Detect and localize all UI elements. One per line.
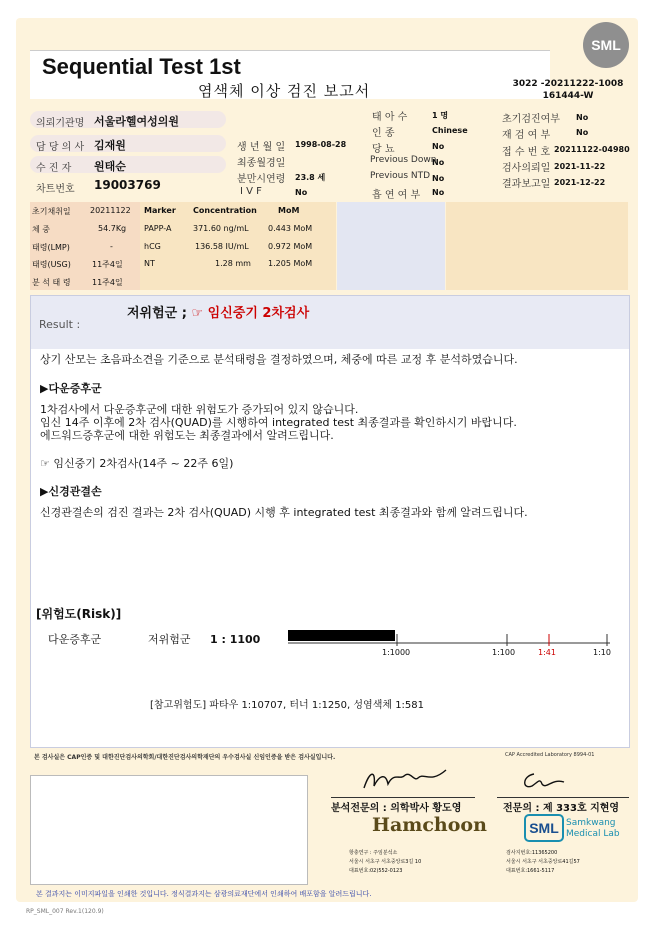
intro-text: 상기 산모는 초음파소견을 기준으로 분석태령을 결정하였으며, 체중에 따른 교정 후 분석하였습니다. bbox=[40, 353, 518, 366]
receiver-label: 수 진 자 bbox=[36, 163, 72, 174]
footer-notice: 본 결과지는 이미지파일을 인쇄한 것입니다. 정식결과지는 삼광의료재단에서 인쇄하여 배포함을 알려드립니다. bbox=[36, 890, 372, 898]
risk-bar bbox=[288, 630, 395, 641]
report-title-kr: 염색체 이상 검진 보고서 bbox=[198, 82, 371, 100]
left-value-4: 11주4일 bbox=[92, 278, 123, 287]
diabetes-value: No bbox=[432, 142, 445, 151]
fetus-label: 태 아 수 bbox=[372, 112, 408, 123]
table-blue-bg bbox=[337, 202, 445, 290]
prevntd-label: Previous NTD bbox=[370, 171, 431, 181]
samkwang-logo-text: Samkwang Medical Lab bbox=[566, 818, 620, 839]
risk-value: 1 : 1100 bbox=[210, 633, 261, 646]
header-mom: MoM bbox=[278, 206, 300, 215]
chart-label: 차트번호 bbox=[36, 184, 75, 195]
age-value: 23.8 세 bbox=[295, 173, 326, 182]
lmp-label: 최종월경일 bbox=[237, 158, 286, 169]
signature-right bbox=[518, 768, 568, 794]
race-label: 인 종 bbox=[372, 128, 395, 139]
result-next-step: ☞ 임신중기 2차검사 bbox=[191, 306, 310, 321]
chart-value: 19003769 bbox=[94, 178, 161, 192]
result-text bbox=[127, 302, 309, 321]
header-concentration: Concentration bbox=[193, 206, 257, 215]
report-code: 3022 -20211222-1008 161444-W bbox=[512, 79, 624, 101]
tick-label-100: 1:100 bbox=[492, 648, 516, 657]
smoke-label: 흡 연 여 부 bbox=[372, 190, 421, 201]
sml-logo: SML bbox=[583, 22, 629, 68]
left-value-0: 20211122 bbox=[90, 206, 131, 215]
sml-small-logo: SML bbox=[524, 814, 564, 842]
diabetes-label: 당 뇨 bbox=[372, 144, 395, 155]
down-line-3: 에드워드증후군에 대한 위험도는 최종결과에서 알려드립니다. bbox=[40, 429, 334, 442]
left-signer-title: 분석전문의 : 의학박사 황도영 bbox=[331, 803, 462, 814]
hospital-value: 서울라헬여성의원 bbox=[94, 115, 180, 128]
tick-label-1000: 1:1000 bbox=[382, 648, 411, 657]
left-value-2: - bbox=[110, 242, 113, 251]
header-marker: Marker bbox=[144, 206, 176, 215]
risk-title: [위험도(Risk)] bbox=[36, 607, 122, 621]
down-title: ▶다운증후군 bbox=[40, 382, 102, 395]
left-label-2: 태령(LMP) bbox=[32, 243, 70, 252]
receiver-value: 원태순 bbox=[94, 160, 126, 173]
recv-no-label: 접 수 번 호 bbox=[502, 147, 551, 158]
marker-conc-0: 371.60 ng/mL bbox=[193, 224, 249, 233]
ivf-value: No bbox=[295, 188, 308, 197]
early-label: 초기검진여부 bbox=[502, 114, 560, 125]
ntd-title: ▶신경관결손 bbox=[40, 485, 102, 498]
birth-label: 생 년 월 일 bbox=[237, 142, 286, 153]
left-label-1: 체 중 bbox=[32, 225, 50, 234]
cap-text: CAP Accredited Laboratory 8994-01 bbox=[505, 752, 595, 758]
doctor-value: 김재원 bbox=[94, 139, 126, 152]
retest-value: No bbox=[576, 128, 589, 137]
retest-label: 재 검 여 부 bbox=[502, 130, 551, 141]
result-label: Result : bbox=[39, 318, 81, 331]
down-line-1: 1차검사에서 다운증후군에 대한 위험도가 증가되어 있지 않습니다. bbox=[40, 403, 359, 416]
left-label-4: 분 석 태 령 bbox=[32, 278, 71, 287]
risk-scale bbox=[285, 626, 615, 660]
right-address: 검사지번호:11365200 서울시 서초구 서초중앙로41길57 대표번호:1661-5117 bbox=[506, 850, 580, 874]
next-test-text: ☞ 임신중기 2차검사(14주 ~ 22주 6일) bbox=[40, 457, 234, 470]
reference-risk: [참고위험도] 파타우 1:10707, 터너 1:1250, 성염색체 1:581 bbox=[150, 700, 425, 711]
sign-line-right bbox=[497, 797, 629, 798]
left-value-1: 54.7Kg bbox=[98, 224, 127, 233]
marker-mom-2: 1.205 MoM bbox=[268, 259, 313, 268]
recv-no-value: 20211122-04980 bbox=[554, 145, 630, 154]
marker-conc-1: 136.58 IU/mL bbox=[195, 242, 249, 251]
sign-line-left bbox=[331, 797, 475, 798]
table-right-bg bbox=[446, 202, 628, 290]
result-box bbox=[30, 295, 630, 351]
signature-left bbox=[360, 766, 450, 794]
left-address: 항충연구 : 주임분석소 서울시 서초구 서초중앙로3길 10 대표번호:02)552-0123 bbox=[349, 850, 422, 874]
marker-table bbox=[30, 202, 628, 290]
risk-class: 저위험군 bbox=[148, 633, 191, 646]
tick-label-41: 1:41 bbox=[538, 648, 556, 657]
report-title-en: Sequential Test 1st bbox=[42, 54, 241, 79]
ntd-line-1: 신경관결손의 검진 결과는 2차 검사(QUAD) 시행 후 integrated test 최종결과와 함께 알려드립니다. bbox=[40, 506, 528, 519]
left-value-3: 11주4일 bbox=[92, 260, 123, 269]
req-date-value: 2021-11-22 bbox=[554, 162, 606, 171]
marker-name-1: hCG bbox=[144, 242, 161, 251]
marker-mom-0: 0.443 MoM bbox=[268, 224, 313, 233]
hospital-label: 의뢰기관명 bbox=[36, 118, 85, 129]
left-label-3: 태령(USG) bbox=[32, 260, 71, 269]
form-number: RP_SML_007 Rev.1(120.9) bbox=[26, 908, 104, 915]
report-date-value: 2021-12-22 bbox=[554, 178, 606, 187]
risk-name: 다운증후군 bbox=[48, 633, 102, 646]
early-value: No bbox=[576, 113, 589, 122]
fetus-value: 1 명 bbox=[432, 111, 449, 120]
birth-value: 1998-08-28 bbox=[295, 140, 347, 149]
marker-mom-1: 0.972 MoM bbox=[268, 242, 313, 251]
ivf-label: I V F bbox=[240, 186, 262, 197]
marker-name-0: PAPP-A bbox=[144, 224, 172, 233]
smoke-value: No bbox=[432, 188, 445, 197]
prevdown-value: No bbox=[432, 158, 445, 167]
marker-name-2: NT bbox=[144, 259, 155, 268]
left-label-0: 초기채취일 bbox=[32, 207, 71, 216]
result-risk-class: 저위험군 ; bbox=[127, 306, 192, 321]
age-label: 분만시연령 bbox=[237, 174, 286, 185]
prevdown-label: Previous Down bbox=[370, 155, 437, 165]
hamchoon-logo: Hamchoon bbox=[372, 814, 487, 836]
tick-label-10: 1:10 bbox=[593, 648, 611, 657]
blank-box bbox=[30, 775, 308, 885]
marker-conc-2: 1.28 mm bbox=[215, 259, 251, 268]
accreditation-text: 본 검사실은 CAP인증 및 대한진단검사의학회/대한진단검사의학재단의 우수검사실 신임인증을 받은 검사실입니다. bbox=[34, 754, 336, 761]
prevntd-value: No bbox=[432, 174, 445, 183]
doctor-label: 담 당 의 사 bbox=[36, 142, 85, 153]
report-date-label: 결과보고일 bbox=[502, 179, 551, 190]
race-value: Chinese bbox=[432, 126, 468, 135]
req-date-label: 검사의뢰일 bbox=[502, 163, 551, 174]
right-signer-title: 전문의 : 제 333호 지현영 bbox=[503, 803, 620, 814]
down-line-2: 임신 14주 이후에 2차 검사(QUAD)를 시행하여 integrated test 최종결과를 확인하시기 바랍니다. bbox=[40, 416, 517, 429]
